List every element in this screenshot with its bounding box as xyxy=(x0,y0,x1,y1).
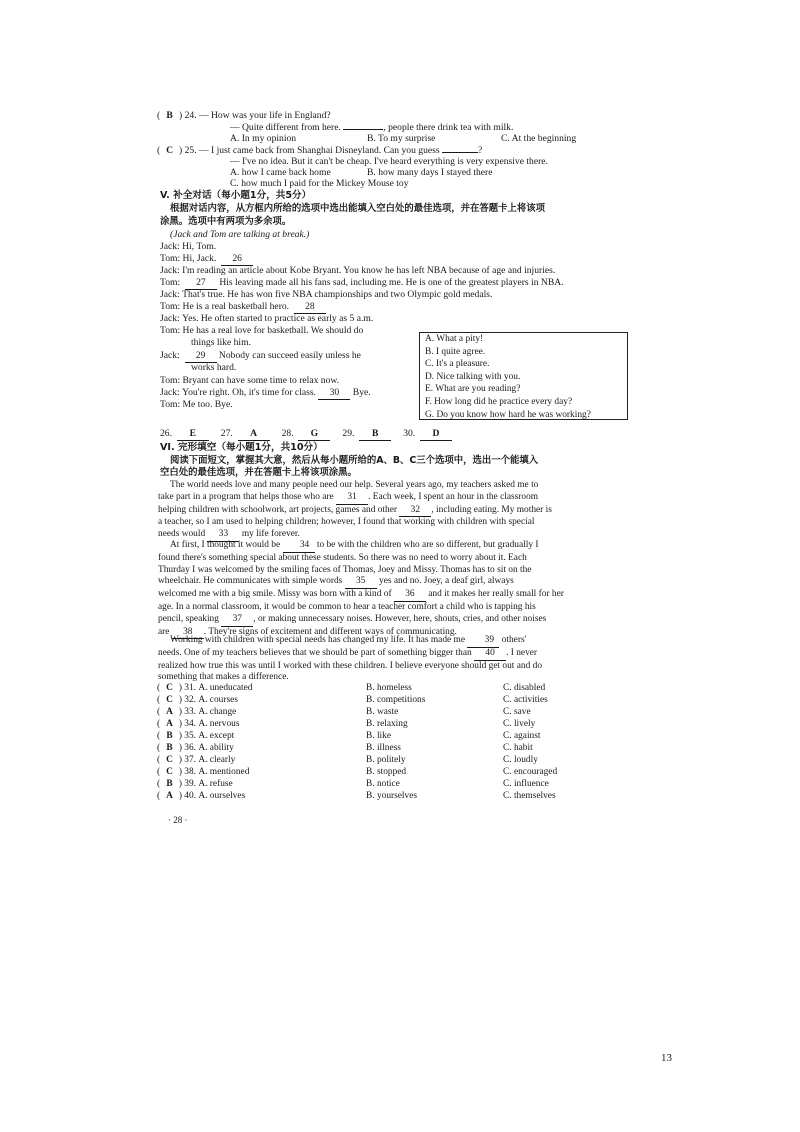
blank-38: 38 xyxy=(172,627,204,640)
section6-instruction-1: 阅读下面短文，掌握其大意，然后从每小题所给的A、B、C三个选项中，选出一个能填入 xyxy=(170,455,539,466)
section5-title: V. 补全对话（每小题1分，共5分） xyxy=(160,190,312,201)
box-option: E. What are you reading? xyxy=(425,384,521,395)
answer-30: D xyxy=(420,428,452,441)
section5-instruction-1: 根据对话内容，从方框内所给的选项中选出能填入空白处的最佳选项，并在答题卡上将该项 xyxy=(170,203,546,214)
cloze-q34: ( A ) 34. A. nervous xyxy=(157,719,240,729)
dialogue-line: Tom: 27 His leaving made all his fans sad, including me. He is one of the greatest players in NBA. xyxy=(160,277,564,288)
dialogue-line: Tom: Bryant can have some time to relax now. xyxy=(160,375,340,386)
q24-opt-b: B. To my surprise xyxy=(367,133,436,144)
blank-36: 36 xyxy=(394,589,426,602)
blank-28: 28 xyxy=(294,301,326,314)
dialogue-line: Tom: He is a real basketball hero. 28 xyxy=(160,301,326,314)
options-box xyxy=(419,332,628,420)
q24-opt-c: C. At the beginning xyxy=(501,133,577,144)
q25-answer: C xyxy=(166,145,174,156)
box-option: C. It's a pleasure. xyxy=(425,359,490,370)
dialogue-line-cont: things like him. xyxy=(191,337,251,348)
dialogue-context: (Jack and Tom are talking at break.) xyxy=(170,229,310,240)
box-option: F. How long did he practice every day? xyxy=(425,396,573,407)
cloze-q40: ( A ) 40. A. ourselves xyxy=(157,791,246,801)
q24-reply: — Quite different from here. , people there drink tea with milk. xyxy=(230,122,514,133)
blank-35: 35 xyxy=(345,576,377,589)
blank-26: 26 xyxy=(221,253,253,266)
cloze-q38: ( C ) 38. A. mentioned xyxy=(157,767,250,777)
dialogue-line-cont: works hard. xyxy=(191,362,237,373)
dialogue-line: Jack: Yes. He often started to practice as early as 5 a.m. xyxy=(160,313,374,324)
cloze-option-c-column: C. disabled C. activities C. save C. lively C. against C. habit C. loudly C. encouraged C. influence C. themselves xyxy=(503,683,558,801)
dialogue-line: Jack: That's true. He has won five NBA championships and two Olympic gold medals. xyxy=(160,289,493,300)
answer-28: G xyxy=(298,428,330,441)
cloze-answer-column xyxy=(157,682,253,802)
q25-opt-c: C. how much I paid for the Mickey Mouse toy xyxy=(230,178,409,189)
blank-34: 34 xyxy=(283,540,315,553)
cloze-option-b-column: B. homeless B. competitions B. waste B. relaxing B. like B. illness B. politely B. stopped B. notice B. yourselves xyxy=(366,683,426,801)
blank-29: 29 xyxy=(185,350,217,363)
q25-opt-b: B. how many days I stayed there xyxy=(367,167,493,178)
q25-opt-a: A. how I came back home xyxy=(230,167,331,178)
passage-paragraph-1: The world needs love and many people need our help. Several years ago, my teachers asked me to take part in a program that helps those who are 31 . Each week, I spent an hour in the classroom helping children with schoolwork, art projects, games and other 32 , including eating. My mother is a teacher, so I am used to helping children; however, I found that working with children with special needs would 33 my life forever. xyxy=(158,480,628,542)
blank-39: 39 xyxy=(467,635,499,648)
section5-instruction-2: 涂黑。选项中有两项为多余项。 xyxy=(160,216,292,227)
q25-reply: — I've no idea. But it can't be cheap. I've heard everything is very expensive there. xyxy=(230,156,548,167)
dialogue-line: Tom: Me too. Bye. xyxy=(160,399,233,410)
box-option: G. Do you know how hard he was working? xyxy=(425,409,591,420)
q24-blank xyxy=(343,129,383,130)
section6-instruction-2: 空白处的最佳选项，并在答题卡上将该项涂黑。 xyxy=(160,467,357,478)
blank-32: 32 xyxy=(399,505,431,518)
page-label: · 28 · xyxy=(168,815,188,825)
cloze-q31: ( C ) 31. A. uneducated xyxy=(157,683,253,693)
dialogue-line: Jack: I'm reading an article about Kobe Bryant. You know he has left NBA because of age and injuries. xyxy=(160,265,556,276)
dialogue-line: Jack: You're right. Oh, it's time for class. 30 Bye. xyxy=(160,387,371,398)
blank-37: 37 xyxy=(221,614,253,627)
answer-27: A xyxy=(238,428,270,441)
cloze-q39: ( B ) 39. A. refuse xyxy=(157,779,233,789)
q25-line: ( C ) 25. — I just came back from Shanghai Disneyland. Can you guess ? xyxy=(157,145,483,156)
cloze-q35: ( B ) 35. A. except xyxy=(157,731,235,741)
section6-title: VI. 完形填空（每小题1分，共10分） xyxy=(160,442,323,453)
blank-27: 27 xyxy=(185,277,217,290)
dialogue-line: Jack: Hi, Tom. xyxy=(160,241,217,252)
section5-answers: 26. E 27. A 28. G 29. B 30. D xyxy=(160,428,452,441)
box-option: D. Nice talking with you. xyxy=(425,371,521,382)
blank-40: 40 xyxy=(474,648,506,661)
dialogue-line: Tom: He has a real love for basketball. We should do xyxy=(160,325,364,336)
answer-29: B xyxy=(359,428,391,441)
q24-answer: B xyxy=(166,110,173,121)
page-number: 13 xyxy=(661,1052,672,1064)
q25-blank xyxy=(442,152,478,153)
q24-number: 24. xyxy=(184,110,197,121)
cloze-q32: ( C ) 32. A. courses xyxy=(157,695,238,705)
cloze-q33: ( A ) 33. A. change xyxy=(157,707,237,717)
cloze-q36: ( B ) 36. A. ability xyxy=(157,743,234,753)
passage-paragraph-3: Working with children with special needs has changed my life. It has made me 39 others' needs. One of my teachers believes that we should be part of something bigger than 40 . I never realized how true this was until I worked with these children. I believe everyone should get out and do something that makes a difference. xyxy=(158,635,543,683)
q24-line: ( B ) 24. — How was your life in England? xyxy=(157,110,331,121)
blank-31: 31 xyxy=(336,492,368,505)
blank-33: 33 xyxy=(207,529,239,542)
q24-opt-a: A. In my opinion xyxy=(230,133,297,144)
q24-prompt: — How was your life in England? xyxy=(199,110,331,121)
passage-paragraph-2: At first, I thought it would be 34 to be with the children who are so different, but gradually I found there's something special about these students. So there was no need to worry about it. Each Thurday I was welcomed by the smiling faces of Thomas, Joey and Missy. Thomas has to sit on the wheelchair. He communicates with simple words 35 yes and no. Joey, a deaf girl, always welcomed me with a big smile. Missy was born with a kind of 36 and it makes her really small for her age. In a normal classroom, it would be common to hear a teacher comfort a child who is tapping his pencil, speaking 37 , or making unnecessary noises. However, here, shouts, cries, and other noises are 38 . They're signs of excitement and different ways of communicating. xyxy=(158,540,628,639)
blank-30: 30 xyxy=(318,387,350,400)
cloze-q37: ( C ) 37. A. clearly xyxy=(157,755,236,765)
dialogue-line: Jack: 29 Nobody can succeed easily unless he xyxy=(160,350,361,361)
box-option: B. I quite agree. xyxy=(425,346,486,357)
q25-number: 25. xyxy=(184,145,197,156)
answer-26: E xyxy=(177,428,209,441)
dialogue-line: Tom: Hi, Jack. 26 xyxy=(160,253,253,266)
box-option: A. What a pity! xyxy=(425,334,484,344)
